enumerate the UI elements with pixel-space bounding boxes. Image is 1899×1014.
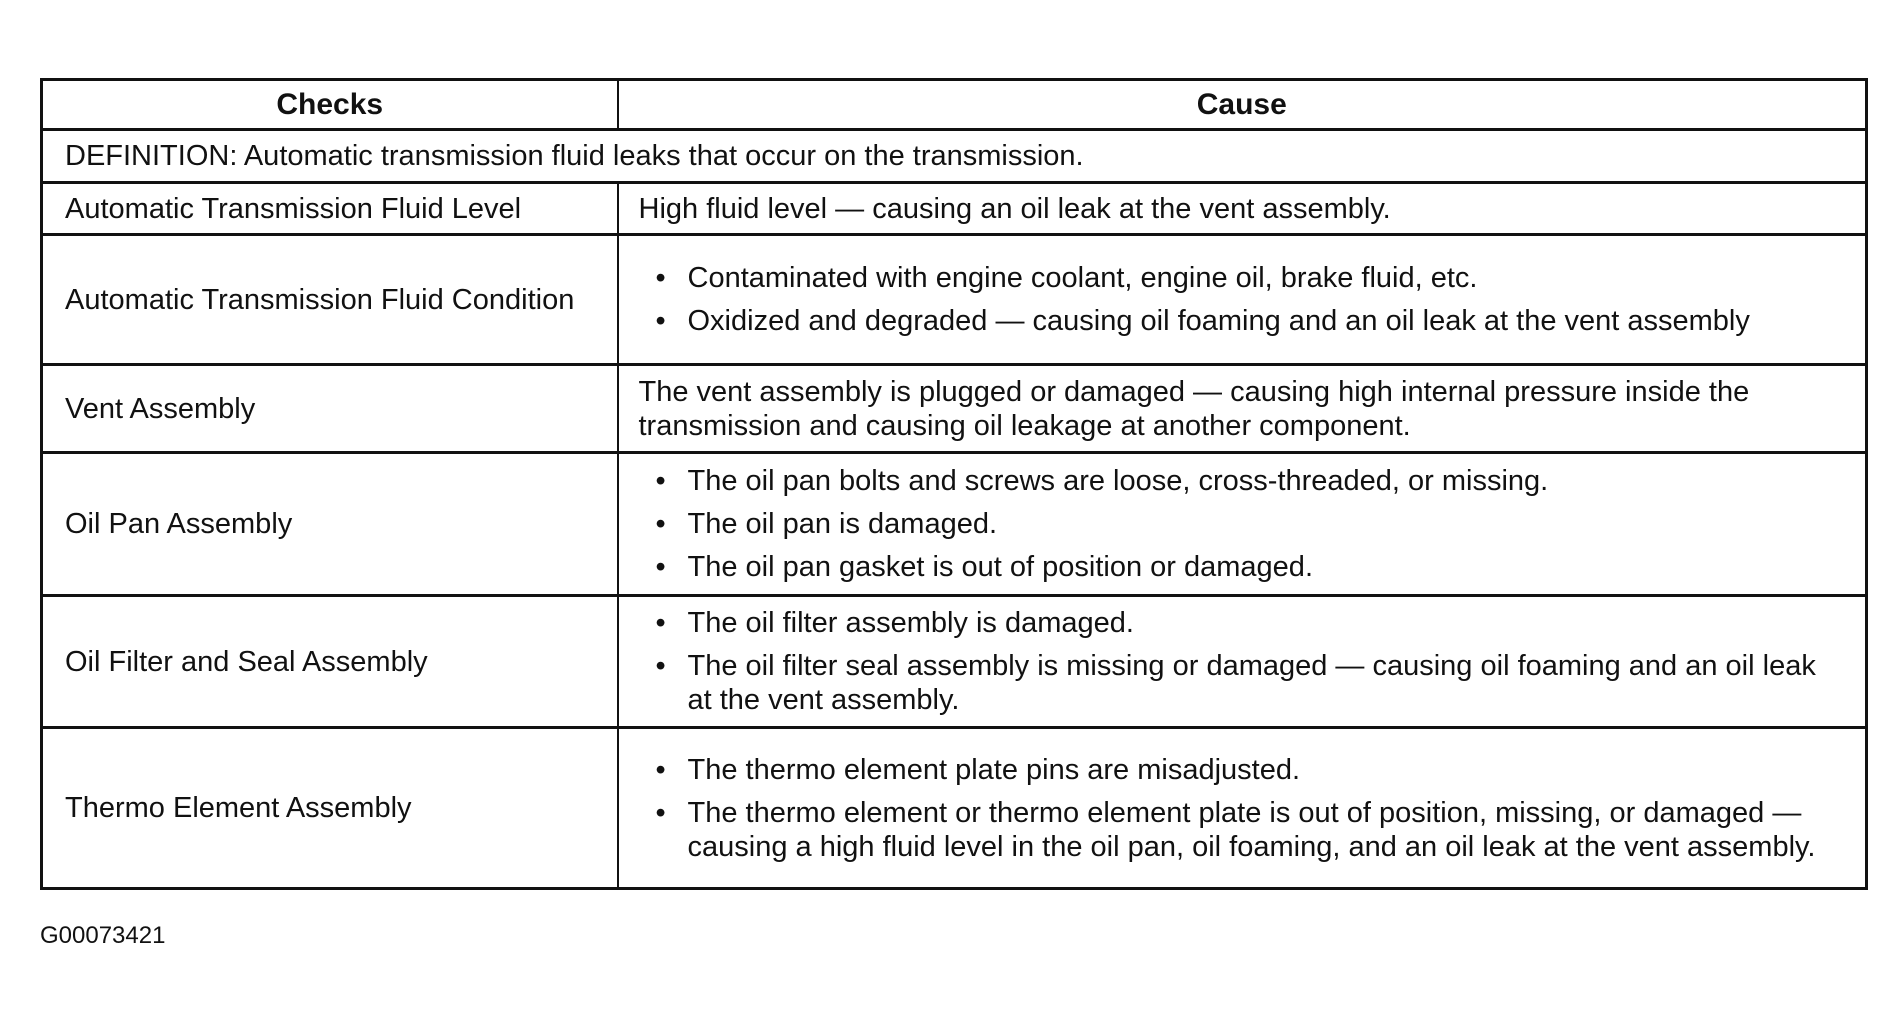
check-cell: Oil Pan Assembly <box>42 453 618 596</box>
cause-list <box>639 464 1846 584</box>
cause-list <box>639 606 1846 717</box>
table-row <box>42 235 1867 365</box>
cause-item: • Oxidized and degraded — causing oil foaming and an oil leak at the vent assembly <box>651 304 1846 338</box>
header-checks: Checks <box>42 80 618 130</box>
cause-cell: High fluid level — causing an oil leak at the vent assembly. <box>618 183 1867 235</box>
cause-item: • Contaminated with engine coolant, engine oil, brake fluid, etc. <box>651 261 1846 295</box>
cause-item: • The oil filter seal assembly is missing or damaged — causing oil foaming and an oil leak at the vent assembly. <box>651 649 1846 717</box>
check-cell: Automatic Transmission Fluid Level <box>42 183 618 235</box>
cause-item: • The oil pan bolts and screws are loose, cross-threaded, or missing. <box>651 464 1846 498</box>
cause-cell <box>618 235 1867 365</box>
cause-cell <box>618 596 1867 728</box>
cause-item: • The oil pan is damaged. <box>651 507 1846 541</box>
figure-id: G00073421 <box>40 922 166 949</box>
cause-cell <box>618 453 1867 596</box>
table-row <box>42 365 1867 453</box>
check-cell: Vent Assembly <box>42 365 618 453</box>
cause-cell: The vent assembly is plugged or damaged — causing high internal pressure inside the transmission and causing oil leakage at another component. <box>618 365 1867 453</box>
header-cause: Cause <box>618 80 1867 130</box>
cause-cell <box>618 728 1867 889</box>
table-row <box>42 728 1867 889</box>
cause-list <box>639 261 1846 338</box>
diagnostic-table <box>40 78 1868 890</box>
diagnostic-table-container <box>40 78 1865 890</box>
cause-item: • The thermo element plate pins are misadjusted. <box>651 753 1846 787</box>
check-cell: Oil Filter and Seal Assembly <box>42 596 618 728</box>
definition-text: DEFINITION: Automatic transmission fluid leaks that occur on the transmission. <box>42 130 1867 183</box>
table-row <box>42 453 1867 596</box>
definition-row <box>42 130 1867 183</box>
table-row <box>42 183 1867 235</box>
cause-item: • The oil pan gasket is out of position or damaged. <box>651 550 1846 584</box>
cause-list <box>639 753 1846 864</box>
check-cell: Thermo Element Assembly <box>42 728 618 889</box>
cause-item: • The thermo element or thermo element plate is out of position, missing, or damaged — causing a high fluid level in the oil pan, oil foaming, and an oil leak at the vent assembly. <box>651 796 1846 864</box>
check-cell: Automatic Transmission Fluid Condition <box>42 235 618 365</box>
table-row <box>42 596 1867 728</box>
cause-item: • The oil filter assembly is damaged. <box>651 606 1846 640</box>
header-row <box>42 80 1867 130</box>
